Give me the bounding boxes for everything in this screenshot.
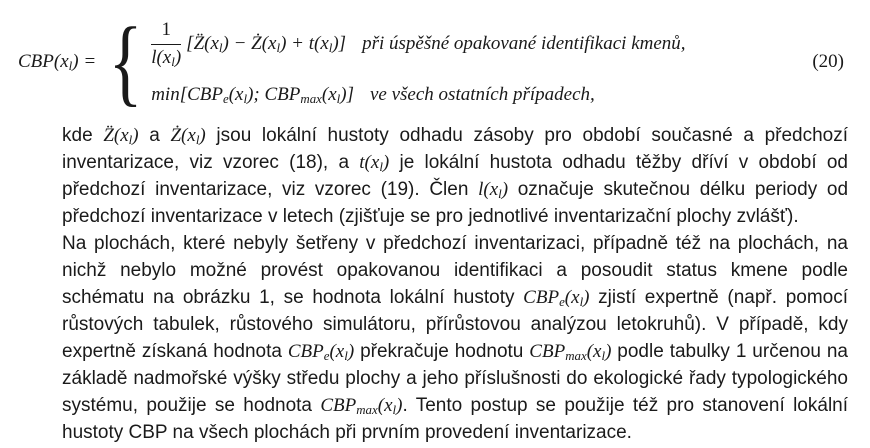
text-segment: je lokální hustota odhadu těžby dříví v období od předchozí inventarizace, viz vzorec (19). Člen	[62, 152, 848, 200]
math-segment: l	[328, 39, 333, 55]
math-segment: max	[356, 401, 378, 417]
math-segment: CBP	[287, 341, 324, 362]
math-segment: l	[171, 53, 175, 69]
case-1-condition: při úspěšné opakované identifikaci kmenů,	[362, 32, 686, 54]
text-segment: zjistí expertně (např. pomocí růstových tabulek, růstového simulátoru, přírůstovou analýzou letokruhů). V případě, kdy expertně získaná hodnota	[62, 287, 849, 362]
math-segment: )	[382, 152, 390, 173]
body-text	[62, 122, 848, 446]
equation-case-2	[151, 84, 685, 106]
math-segment: l	[579, 293, 584, 309]
equation-lhs	[18, 51, 96, 73]
math-segment: Ż(x	[170, 125, 196, 146]
math-segment: )	[501, 179, 509, 200]
math-segment: l	[379, 158, 383, 174]
math-segment: (x	[377, 395, 393, 416]
math-segment: (x	[564, 287, 580, 308]
math-segment: )	[605, 341, 612, 362]
text-segment: a	[138, 125, 171, 146]
math-segment: ) − Ż(x	[222, 32, 277, 54]
math-segment: l	[128, 131, 133, 147]
math-segment: l	[276, 39, 281, 55]
math-segment: (x	[329, 341, 345, 362]
equation-number: (20)	[812, 51, 844, 72]
math-segment: Z̈(x	[103, 125, 129, 146]
text-segment: Na plochách, které nebyly šetřeny v předchozí inventarizaci, případně též na plochách, na nichž nebylo možné provést opakovanou identifikaci a posoudit status kmene podle schématu na obrázku 1, se hodnota lokální hustoty	[62, 233, 848, 308]
paragraph-procedure	[62, 230, 848, 446]
text-segment: označuje skutečnou délku periody od předchozí inventarizace v letech (zjišťuje se pro jednotlivé inventarizační plochy zvlášť).	[62, 179, 849, 227]
math-segment: )]	[340, 83, 354, 105]
text-segment: překračuje hodnotu	[354, 341, 530, 362]
math-segment: (x	[586, 341, 602, 362]
math-segment: )	[396, 395, 403, 416]
fraction-numerator: 1	[151, 19, 181, 45]
text-segment: jsou lokální hustoty odhadu zásoby pro období současné a předchozí inventarizace, viz vzorec (18), a	[62, 125, 849, 173]
math-segment: l(x	[151, 46, 172, 68]
math-segment: l	[68, 57, 73, 73]
math-segment: l	[344, 347, 348, 363]
text-segment: kde	[62, 125, 104, 146]
math-segment: )	[583, 287, 590, 308]
math-segment: min[CBP	[151, 83, 223, 105]
math-segment: )	[347, 341, 355, 362]
fraction-denominator	[151, 45, 181, 69]
math-segment: (x	[321, 83, 337, 105]
paragraph-definitions	[62, 122, 848, 230]
math-segment: ) =	[72, 51, 97, 72]
case-2-condition: ve všech ostatních případech,	[369, 83, 595, 105]
math-segment: e	[559, 293, 565, 309]
math-segment: CBP(x	[18, 51, 69, 72]
text-segment: . Tento postup se použije též pro stanovení lokální hustoty CBP na všech plochách při prvním provedení inventarizace.	[62, 395, 849, 443]
math-segment: ); CBP	[247, 83, 301, 105]
math-segment: l	[336, 90, 341, 106]
math-segment: l	[498, 185, 502, 201]
math-segment: )]	[332, 32, 347, 54]
math-segment: )	[132, 125, 139, 146]
math-segment: l	[195, 131, 200, 147]
math-segment: l	[392, 401, 397, 417]
math-segment: )	[174, 46, 182, 68]
math-segment: CBP	[320, 395, 357, 416]
math-segment: )	[199, 125, 206, 146]
math-segment: (x	[228, 83, 244, 105]
math-segment: e	[323, 347, 330, 363]
equation-20	[18, 8, 854, 116]
text-segment: podle tabulky 1 určenou na základě nadmořské výšky středu plochy a jeho příslušnosti do ekologické řady typologického systému, použije se hodnota	[62, 341, 849, 416]
math-segment: max	[565, 347, 587, 363]
equation-cases	[151, 19, 685, 106]
case-1-expression	[186, 33, 346, 55]
math-segment: l	[243, 90, 248, 106]
math-segment: l	[601, 347, 606, 363]
math-segment: ) + t(x	[280, 32, 329, 54]
case-2-expression	[151, 84, 354, 106]
math-segment: t(x	[359, 152, 380, 173]
math-segment: e	[222, 90, 229, 106]
math-segment: [Z̈(x	[186, 32, 219, 54]
math-segment: max	[300, 90, 322, 106]
math-segment: CBP	[529, 341, 566, 362]
cases-brace: {	[108, 8, 143, 116]
equation-case-1	[151, 19, 685, 69]
math-segment: l(x	[478, 179, 499, 200]
math-segment: l	[218, 39, 223, 55]
fraction	[151, 19, 181, 69]
math-segment: CBP	[523, 287, 560, 308]
